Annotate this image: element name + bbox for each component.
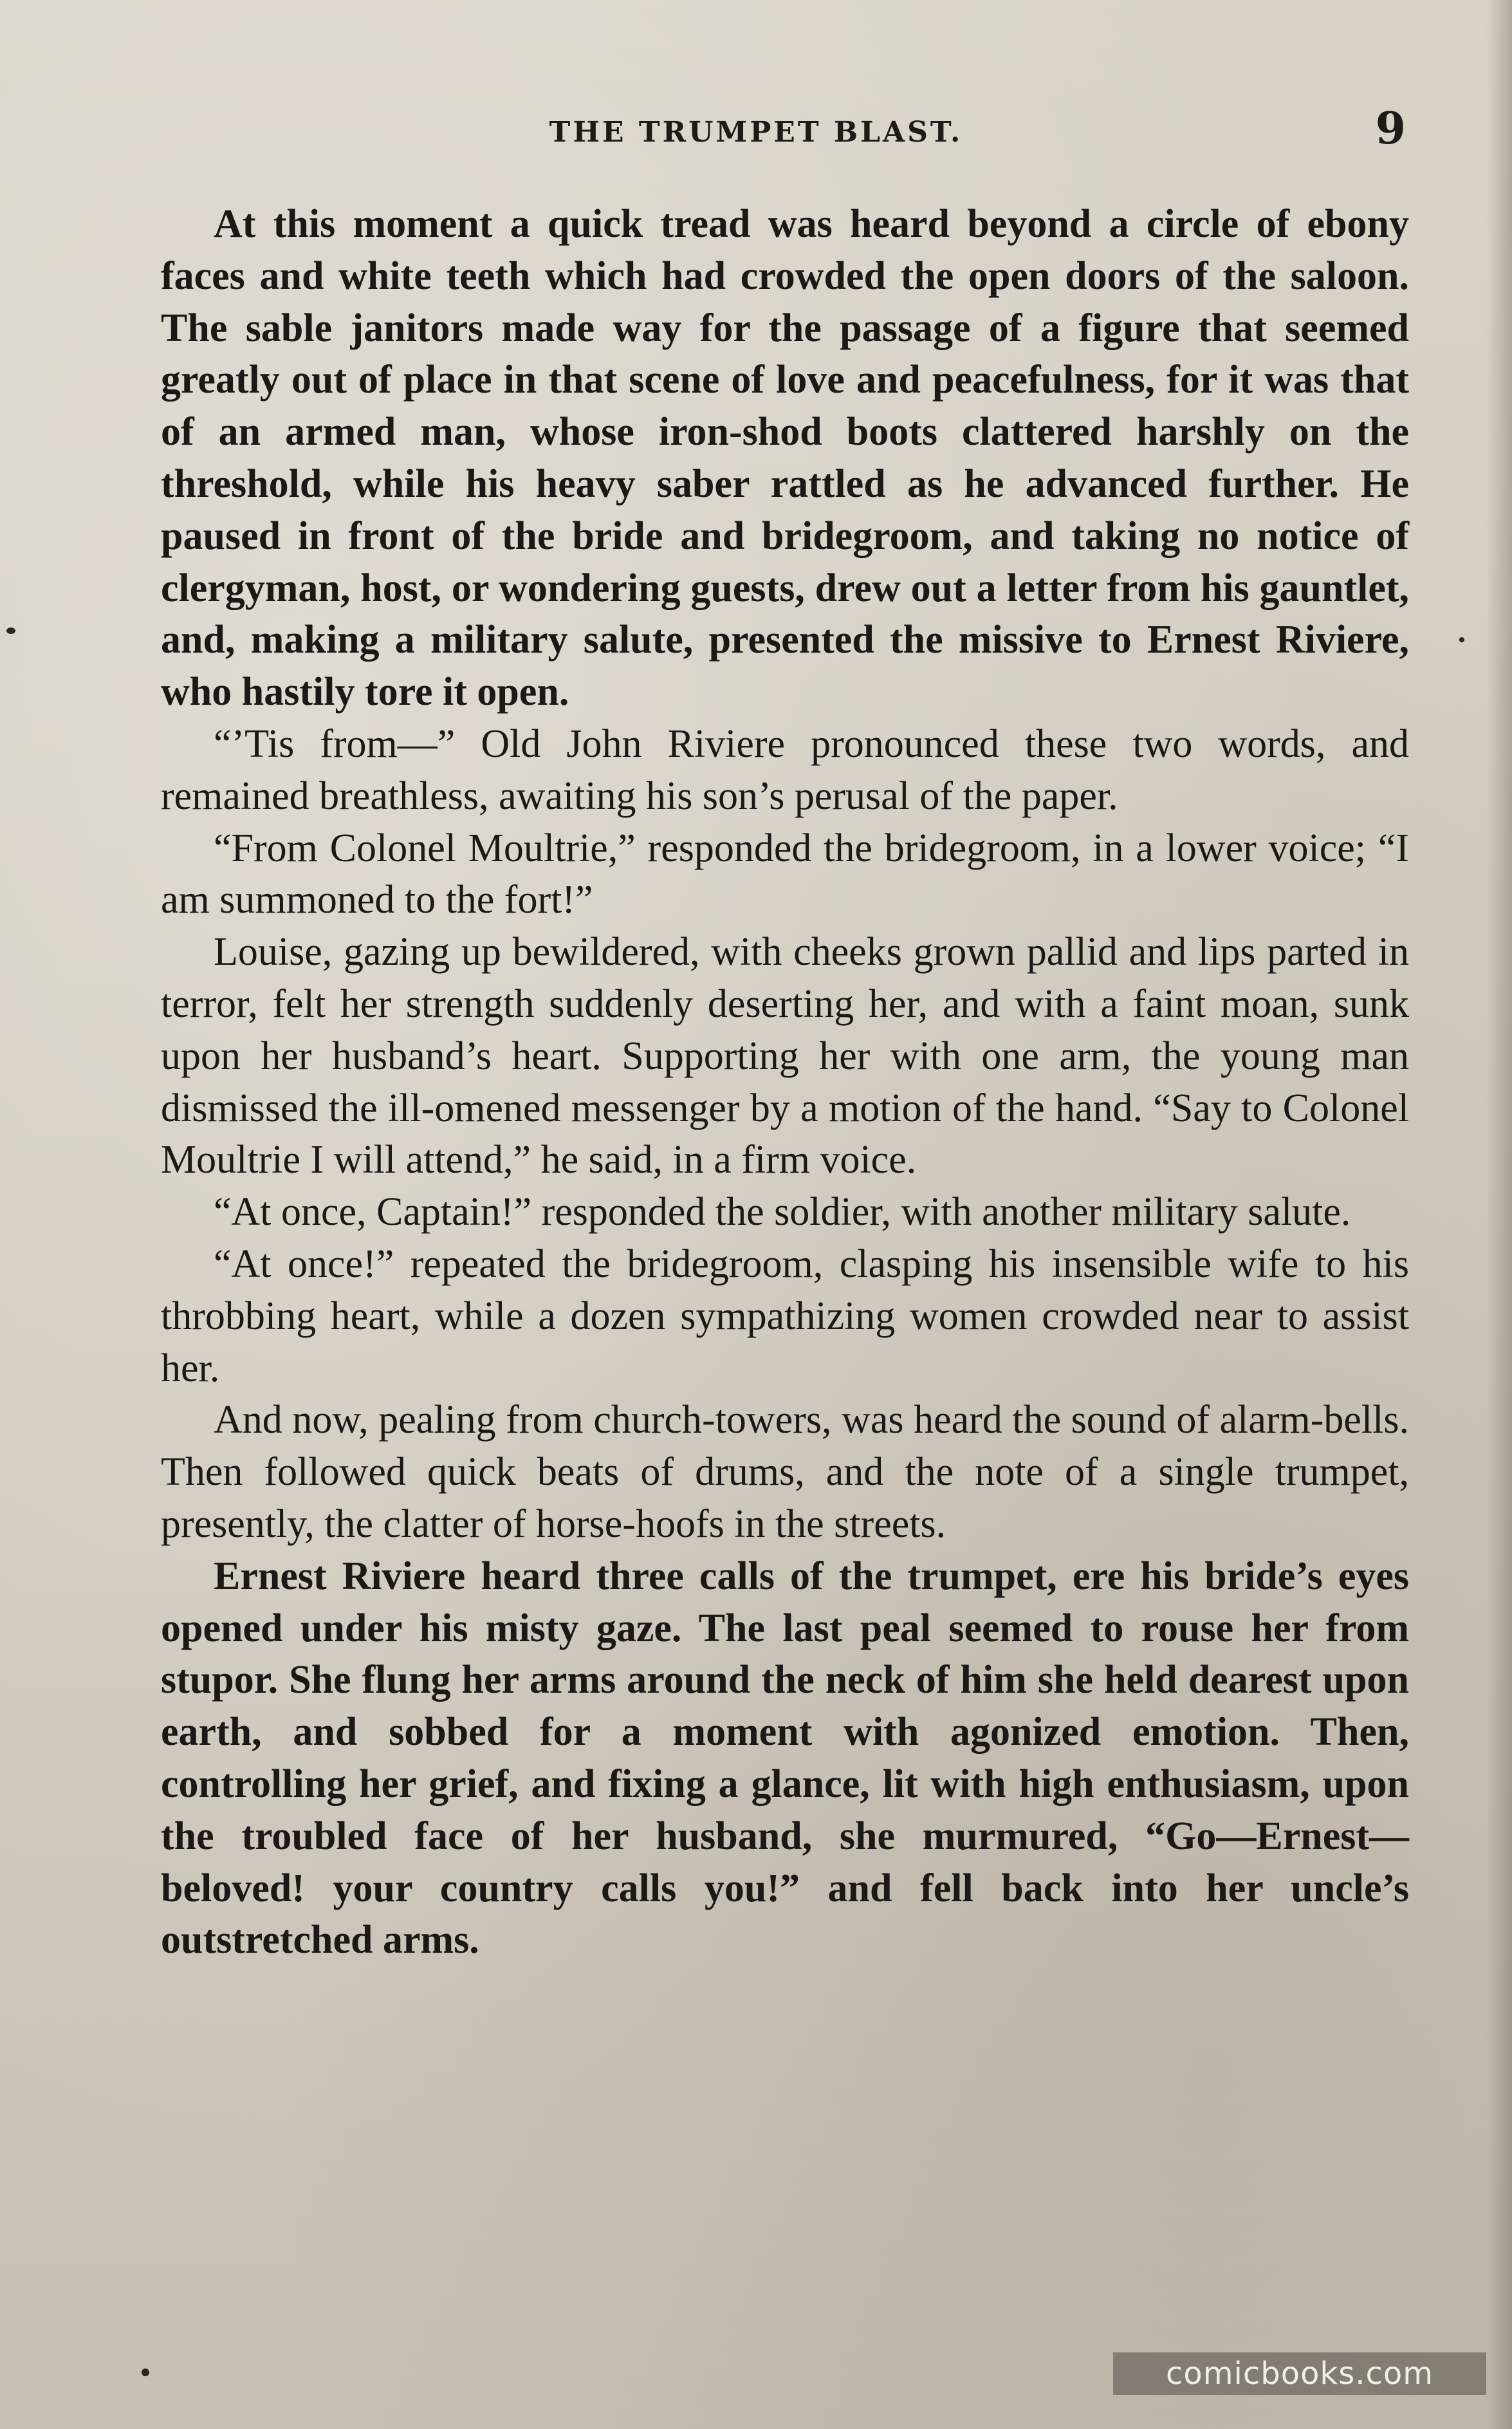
paragraph: “From Colonel Moultrie,” responded the bridegroom, in a lower voice; “I am summoned to the fort!” — [161, 826, 1409, 922]
paragraph: Ernest Riviere heard three calls of the trumpet, ere his bride’s eyes opened under his misty gaze. The last peal seemed to rouse her from stupor. She flung her arms around the neck of him she held dearest upon earth, and sobbed for a moment with agonized emotion. Then, controlling her grief, and fixing a glance, lit with high enthusiasm, upon the troubled face of her husband, she murmured, “Go—Ernest—beloved! your country calls you!” and fell back into her uncle’s outstretched arms. — [161, 1554, 1409, 1962]
ink-speck — [6, 628, 15, 634]
page-number: 9 — [1375, 103, 1406, 154]
page-header — [0, 103, 1512, 161]
paragraph: And now, pealing from church-towers, was heard the sound of alarm-bells. Then followed quick beats of drums, and the note of a single trumpet, presently, the clatter of horse-hoofs in the streets. — [161, 1398, 1409, 1546]
paragraph: “At once!” repeated the bridegroom, clasping his insensible wife to his throbbing heart, while a dozen sympathizing women crowded near to assist her. — [161, 1242, 1409, 1390]
paragraph: Louise, gazing up bewildered, with cheeks grown pallid and lips parted in terror, felt her strength suddenly deserting her, and with a faint moan, sunk upon her husband’s heart. Supporting her with one arm, the young man dismissed the ill-omened messenger by a motion of the hand. “Say to Colonel Moultrie I will attend,” he said, in a firm voice. — [161, 930, 1409, 1182]
ink-speck — [1459, 637, 1464, 642]
paragraph: At this moment a quick tread was heard beyond a circle of ebony faces and white teeth which had crowded the open doors of the saloon. The sable janitors made way for the passage of a figure that seemed greatly out of place in that scene of love and peacefulness, for it was that of an armed man, whose iron-shod boots clattered harshly on the threshold, while his heavy saber rattled as he advanced further. He paused in front of the bride and bridegroom, and taking no notice of clergyman, host, or wondering guests, drew out a letter from his gauntlet, and, making a military salute, presented the missive to Ernest Riviere, who hastily tore it open. — [161, 202, 1409, 714]
paragraph: “’Tis from—” Old John Riviere pronounced these two words, and remained breathless, awaiting his son’s perusal of the paper. — [161, 721, 1409, 818]
running-title: THE TRUMPET BLAST. — [549, 116, 963, 149]
ink-speck — [142, 2369, 149, 2376]
page-edge-shadow — [1486, 0, 1512, 2429]
watermark: comicbooks.com — [1113, 2352, 1486, 2395]
paragraph: “At once, Captain!” responded the soldier, with another military salute. — [214, 1190, 1351, 1234]
body-text — [161, 198, 1409, 1966]
